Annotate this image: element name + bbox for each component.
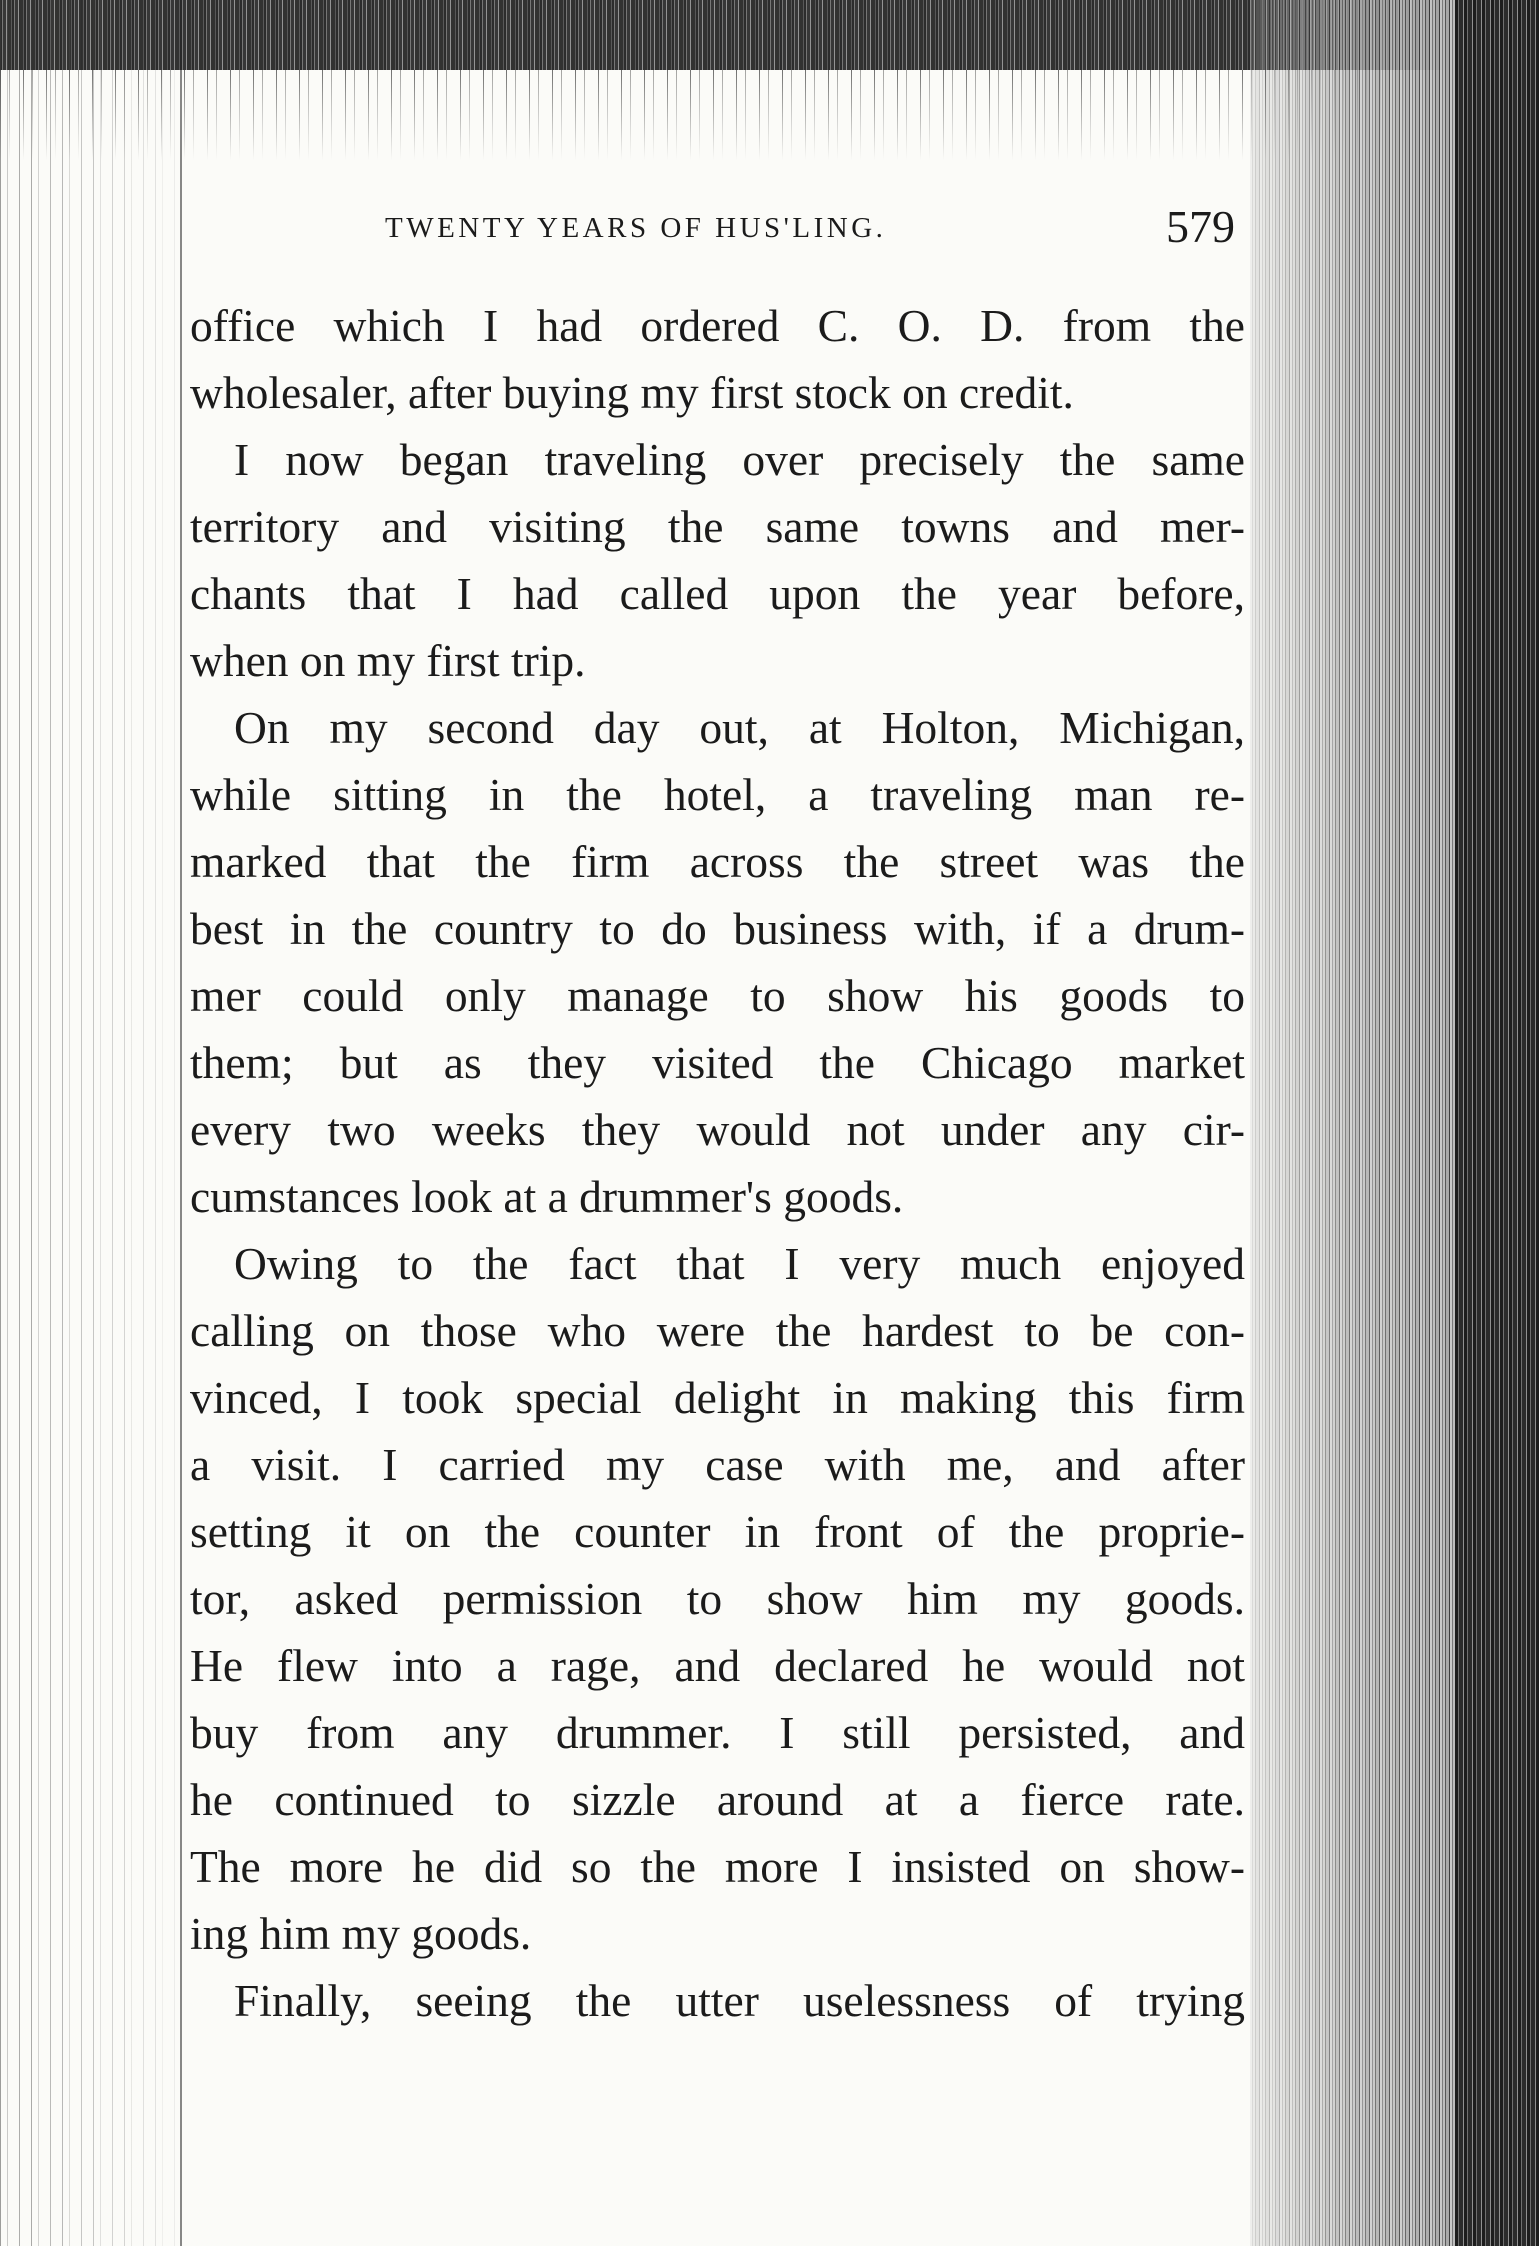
text-line: mer could only manage to show his goods to	[190, 970, 1245, 1021]
text-line: calling on those who were the hardest to be con-	[190, 1305, 1245, 1356]
text-line: every two weeks they would not under any cir-	[190, 1104, 1245, 1155]
text-line: setting it on the counter in front of the proprie-	[190, 1506, 1245, 1557]
text-line: while sitting in the hotel, a traveling man re-	[190, 769, 1245, 820]
running-title: TWENTY YEARS OF HUS'LING.	[385, 212, 887, 244]
text-line: a visit. I carried my case with me, and after	[190, 1439, 1245, 1490]
text-line: cumstances look at a drummer's goods.	[190, 1171, 904, 1222]
book-page	[190, 0, 1245, 2246]
scan-gutter-line	[180, 0, 182, 2246]
text-line: territory and visiting the same towns and mer-	[190, 501, 1245, 552]
text-line: ing him my goods.	[190, 1908, 532, 1959]
text-line: tor, asked permission to show him my goods.	[190, 1573, 1245, 1624]
text-line: vinced, I took special delight in making this firm	[190, 1372, 1245, 1423]
page-body-text	[190, 292, 1245, 2034]
text-line: Finally, seeing the utter uselessness of trying	[234, 1975, 1245, 2026]
text-line: I now began traveling over precisely the same	[234, 434, 1245, 485]
text-line: marked that the firm across the street was the	[190, 836, 1245, 887]
text-line: chants that I had called upon the year before,	[190, 568, 1245, 619]
text-line: Owing to the fact that I very much enjoyed	[234, 1238, 1245, 1289]
scan-right-dark-edge	[1455, 0, 1539, 2246]
running-head	[190, 200, 1245, 260]
text-line: wholesaler, after buying my first stock on credit.	[190, 367, 1074, 418]
scan-left-margin-streaks	[0, 0, 175, 2246]
text-line: office which I had ordered C. O. D. from the	[190, 300, 1245, 351]
text-line: The more he did so the more I insisted on show-	[190, 1841, 1245, 1892]
text-line: them; but as they visited the Chicago market	[190, 1037, 1245, 1088]
text-line: when on my first trip.	[190, 635, 586, 686]
page-number: 579	[1166, 201, 1235, 252]
text-line: he continued to sizzle around at a fierce rate.	[190, 1774, 1245, 1825]
text-line: He flew into a rage, and declared he would not	[190, 1640, 1245, 1691]
text-line: buy from any drummer. I still persisted, and	[190, 1707, 1245, 1758]
text-line: best in the country to do business with, if a drum-	[190, 903, 1245, 954]
text-line: On my second day out, at Holton, Michigan,	[234, 702, 1245, 753]
